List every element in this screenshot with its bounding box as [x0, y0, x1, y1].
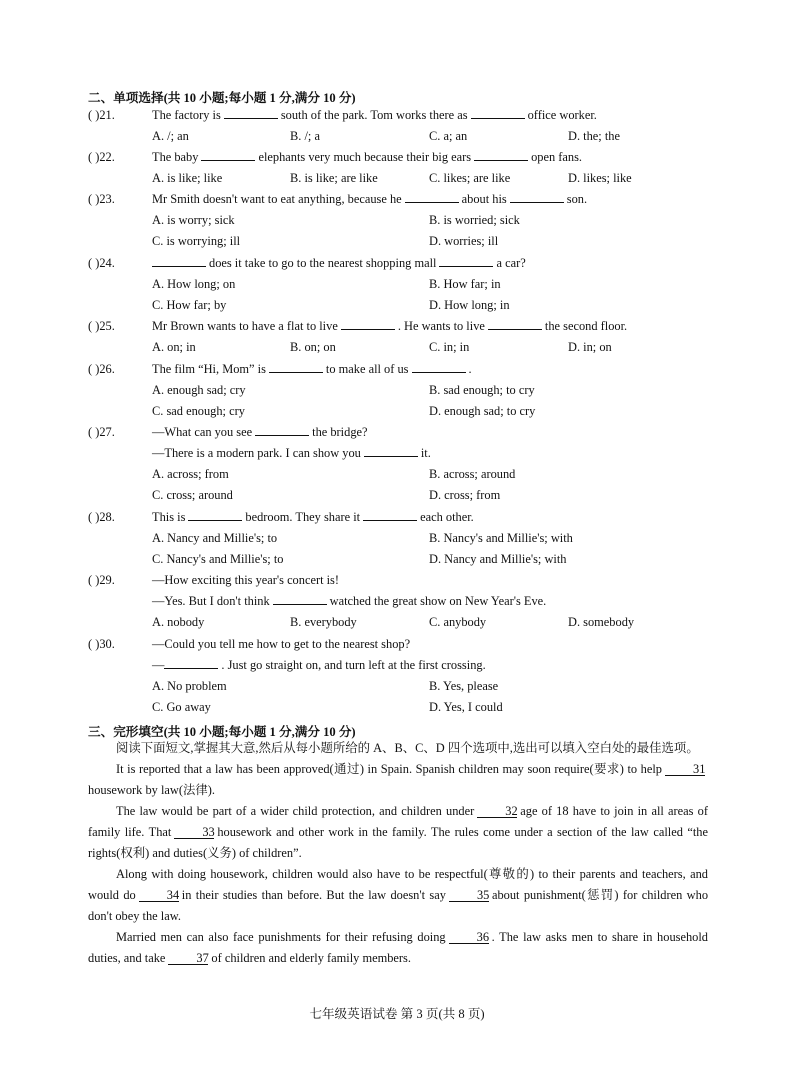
blank [273, 594, 327, 605]
passage-text: It is reported that a law has been approved(通过) in Spain. Spanish children may soon require(要求) to help [116, 762, 662, 776]
option-a[interactable]: A. nobody [152, 615, 205, 629]
option-d[interactable]: D. somebody [568, 615, 635, 629]
cloze-blank-36[interactable]: 36 [449, 931, 489, 944]
question-stem [152, 510, 474, 525]
stem-text: the bridge? [312, 425, 368, 439]
answer-paren[interactable]: ( )25. [88, 319, 115, 333]
blank [488, 319, 542, 330]
cloze-paragraph-1 [88, 759, 708, 801]
cloze-blank-34[interactable]: 34 [139, 889, 179, 902]
option-b[interactable]: B. is worried; sick [429, 213, 520, 227]
section-2-heading: 二、单项选择(共 10 小题;每小题 1 分,满分 10 分) [88, 91, 356, 105]
stem-text: —There is a modern park. I can show you [152, 446, 361, 460]
cloze-passage [88, 738, 708, 969]
passage-text: in their studies than before. But the law doesn't say [181, 888, 446, 902]
blank [224, 108, 278, 119]
option-c[interactable]: C. in; in [429, 340, 470, 354]
answer-paren[interactable]: ( )22. [88, 150, 115, 164]
stem-text: son. [566, 192, 588, 206]
answer-paren[interactable]: ( )29. [88, 573, 115, 587]
cloze-blank-32[interactable]: 32 [477, 805, 517, 818]
stem-text: watched the great show on New Year's Eve. [329, 594, 547, 608]
blank [152, 256, 206, 267]
stem-text: the second floor. [544, 319, 628, 333]
blank [255, 425, 309, 436]
option-a[interactable]: A. is worry; sick [152, 213, 235, 227]
option-b[interactable]: B. How far; in [429, 277, 501, 291]
answer-paren[interactable]: ( )27. [88, 425, 115, 439]
option-a[interactable]: A. enough sad; cry [152, 383, 246, 397]
blank [474, 150, 528, 161]
blank [363, 510, 417, 521]
option-a[interactable]: A. /; an [152, 129, 189, 143]
stem-text: each other. [420, 510, 474, 524]
option-a[interactable]: A. Nancy and Millie's; to [152, 531, 278, 545]
stem-text: Mr Brown wants to have a flat to live [152, 319, 338, 333]
option-c[interactable]: C. likes; are like [429, 171, 511, 185]
option-a[interactable]: A. is like; like [152, 171, 223, 185]
blank [412, 362, 466, 373]
option-b[interactable]: B. on; on [290, 340, 336, 354]
option-c[interactable]: C. a; an [429, 129, 468, 143]
stem-text: The baby [152, 150, 199, 164]
page-footer: 七年级英语试卷 第 3 页(共 8 页) [309, 1007, 485, 1021]
stem-text: it. [420, 446, 431, 460]
cloze-blank-33[interactable]: 33 [174, 826, 214, 839]
stem-text: bedroom. They share it [245, 510, 361, 524]
answer-paren[interactable]: ( )26. [88, 362, 115, 376]
question-stem [152, 637, 410, 652]
cloze-paragraph-4 [88, 927, 708, 969]
answer-paren[interactable]: ( )23. [88, 192, 115, 206]
option-a[interactable]: A. on; in [152, 340, 196, 354]
question-stem [152, 150, 582, 165]
option-c[interactable]: C. Go away [152, 700, 211, 714]
option-a[interactable]: A. across; from [152, 467, 229, 481]
blank [188, 510, 242, 521]
option-c[interactable]: C. sad enough; cry [152, 404, 245, 418]
stem-text: to make all of us [325, 362, 409, 376]
stem-text: . Just go straight on, and turn left at the first crossing. [221, 658, 486, 672]
option-d[interactable]: D. cross; from [429, 488, 501, 502]
stem-text: open fans. [531, 150, 583, 164]
question-stem [152, 192, 587, 207]
passage-text: housework and other work in the family. The rules come under a section of the law called “the rights(权利) and duties(义务) of children”. [88, 825, 708, 860]
question-stem [152, 108, 597, 123]
option-b[interactable]: B. Nancy's and Millie's; with [429, 531, 573, 545]
question-stem [152, 256, 526, 271]
passage-text: of children and elderly family members. [211, 951, 411, 965]
option-d[interactable]: D. the; the [568, 129, 620, 143]
question-stem-reply [152, 658, 486, 673]
blank [341, 319, 395, 330]
cloze-blank-35[interactable]: 35 [449, 889, 489, 902]
stem-text: The film “Hi, Mom” is [152, 362, 266, 376]
blank [201, 150, 255, 161]
question-stem [152, 319, 627, 334]
option-b[interactable]: B. sad enough; to cry [429, 383, 535, 397]
blank [364, 446, 418, 457]
option-b[interactable]: B. everybody [290, 615, 357, 629]
stem-text: — [152, 658, 165, 672]
stem-text: . He wants to live [397, 319, 485, 333]
stem-text: Mr Smith doesn't want to eat anything, because he [152, 192, 402, 206]
question-stem [152, 425, 368, 440]
blank [269, 362, 323, 373]
stem-text: about his [461, 192, 507, 206]
option-c[interactable]: C. How far; by [152, 298, 227, 312]
passage-text: age of 18 have to join in all areas of family life. That [88, 804, 708, 839]
question-stem [152, 362, 472, 377]
cloze-paragraph-3 [88, 864, 708, 927]
cloze-instruction: 阅读下面短文,掌握其大意,然后从每小题所给的 A、B、C、D 四个选项中,选出可以填入空白处的最佳选项。 [116, 741, 699, 755]
option-d[interactable]: D. likes; like [568, 171, 632, 185]
blank [471, 108, 525, 119]
cloze-blank-37[interactable]: 37 [168, 952, 208, 965]
section-3-heading: 三、完形填空(共 10 小题;每小题 1 分,满分 10 分) [88, 725, 356, 739]
passage-text: Married men can also face punishments for their refusing doing [116, 930, 446, 944]
cloze-blank-31[interactable]: 31 [665, 763, 705, 776]
answer-paren[interactable]: ( )21. [88, 108, 115, 122]
stem-text: office worker. [527, 108, 597, 122]
option-d[interactable]: D. Yes, I could [429, 700, 503, 714]
question-stem [152, 573, 339, 588]
passage-text: . The law asks men to share in household duties, and take [88, 930, 708, 965]
answer-paren[interactable]: ( )24. [88, 256, 115, 270]
answer-paren[interactable]: ( )28. [88, 510, 115, 524]
option-d[interactable]: D. enough sad; to cry [429, 404, 536, 418]
passage-text: The law would be part of a wider child protection, and children under [116, 804, 475, 818]
option-b[interactable]: B. is like; are like [290, 171, 378, 185]
stem-text: . [468, 362, 472, 376]
option-c[interactable]: C. is worrying; ill [152, 234, 241, 248]
passage-text: housework by law(法律). [88, 783, 215, 797]
option-d[interactable]: D. Nancy and Millie's; with [429, 552, 567, 566]
stem-text: a car? [496, 256, 526, 270]
blank [439, 256, 493, 267]
option-a[interactable]: A. No problem [152, 679, 227, 693]
stem-text: —What can you see [152, 425, 253, 439]
stem-text: The factory is [152, 108, 221, 122]
option-a[interactable]: A. How long; on [152, 277, 236, 291]
stem-text: —How exciting this year's concert is! [152, 573, 340, 587]
answer-paren[interactable]: ( )30. [88, 637, 115, 651]
blank [164, 658, 218, 669]
option-d[interactable]: D. in; on [568, 340, 612, 354]
stem-text: south of the park. Tom works there as [280, 108, 468, 122]
question-stem-reply [152, 446, 431, 461]
stem-text: This is [152, 510, 186, 524]
option-d[interactable]: D. How long; in [429, 298, 510, 312]
cloze-paragraph-2 [88, 801, 708, 864]
stem-text: elephants very much because their big ears [258, 150, 472, 164]
option-b[interactable]: B. across; around [429, 467, 516, 481]
stem-text: —Yes. But I don't think [152, 594, 270, 608]
option-c[interactable]: C. cross; around [152, 488, 233, 502]
blank [510, 192, 564, 203]
option-b[interactable]: B. Yes, please [429, 679, 499, 693]
option-c[interactable]: C. anybody [429, 615, 487, 629]
stem-text: does it take to go to the nearest shopping mall [209, 256, 437, 270]
option-c[interactable]: C. Nancy's and Millie's; to [152, 552, 284, 566]
passage-text: Along with doing housework, children would also have to be respectful(尊敬的) to their parents and teachers, and would do [88, 867, 708, 902]
blank [405, 192, 459, 203]
question-stem-reply [152, 594, 546, 609]
option-b[interactable]: B. /; a [290, 129, 320, 143]
option-d[interactable]: D. worries; ill [429, 234, 499, 248]
stem-text: —Could you tell me how to get to the nearest shop? [152, 637, 411, 651]
passage-text: about punishment(惩罚) for children who don't obey the law. [88, 888, 709, 923]
